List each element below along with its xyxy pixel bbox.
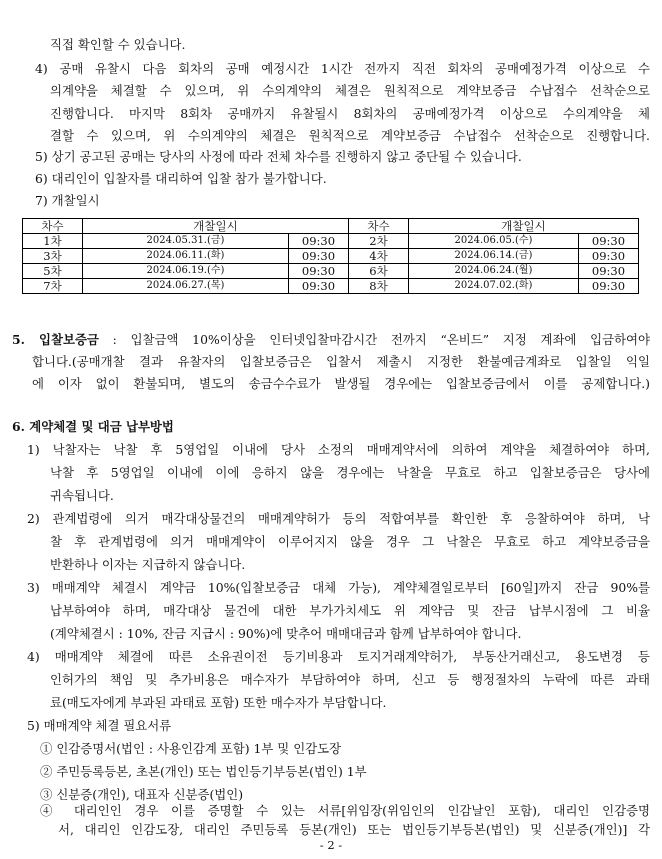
round-cell: 8차 <box>349 279 409 294</box>
date-cell: 2024.07.02.(화) <box>409 279 579 294</box>
date-cell: 2024.06.24.(월) <box>409 264 579 279</box>
date-cell: 2024.05.31.(금) <box>83 234 289 249</box>
round-cell: 7차 <box>23 279 83 294</box>
table-row <box>23 279 639 294</box>
column-header: 개찰일시 <box>83 219 349 234</box>
date-cell: 2024.06.19.(수) <box>83 264 289 279</box>
time-cell: 09:30 <box>579 234 639 249</box>
text-line: 5) 매매계약 체결 필요서류 <box>27 718 172 733</box>
round-cell: 1차 <box>23 234 83 249</box>
section5-heading: 5. 입찰보증금 <box>12 332 99 347</box>
date-cell: 2024.06.14.(금) <box>409 249 579 264</box>
text-line: 2) 관계법령에 의거 매각대상물건의 매매계약허가 등의 적합여부를 확인한 후 응찰하여야 하며, 낙 <box>27 511 650 526</box>
table-row <box>23 234 639 249</box>
text-line: 낙찰 후 5영업일 이내에 이에 응하지 않을 경우에는 낙찰을 무효로 하고 입찰보증금은 당사에 <box>50 465 650 480</box>
time-cell: 09:30 <box>289 264 349 279</box>
text-line: 6) 대리인이 입찰자를 대리하여 입찰 참가 불가합니다. <box>35 171 327 186</box>
text-line: 료(매도자에게 부과된 과태료 포함) 또한 매수자가 부담합니다. <box>50 695 387 710</box>
text-line: 진행합니다. 마지막 8회차 공매까지 유찰될시 8회차의 공매예정가격 이상으로 수의계약을 체 <box>50 106 650 121</box>
text-line: 서, 대리인 인감도장, 대리인 주민등록 등본(개인) 또는 법인등기부등본(법인) 및 신분증(개인)] 각 <box>58 822 650 837</box>
column-header: 개찰일시 <box>409 219 639 234</box>
text-line: 납부하여야 하며, 매각대상 물건에 대한 부가가치세도 위 계약금 및 잔금 납부시점에 그 비율 <box>50 603 650 618</box>
time-cell: 09:30 <box>579 264 639 279</box>
column-header: 차수 <box>23 219 83 234</box>
text-line: 4) 매매계약 체결에 따른 소유권이전 등기비용과 토지거래계약허가, 부동산거래신고, 용도변경 등 <box>27 649 650 664</box>
time-cell: 09:30 <box>289 249 349 264</box>
text-line: 3) 매매계약 체결시 계약금 10%(입찰보증금 대체 가능), 계약체결일로부터 [60일]까지 잔금 90%를 <box>27 580 650 595</box>
round-cell: 6차 <box>349 264 409 279</box>
section6-heading: 6. 계약체결 및 대금 납부방법 <box>12 419 174 434</box>
list-item: ② 주민등록등본, 초본(개인) 또는 법인등기부등본(법인) 1부 <box>40 764 367 779</box>
text-line: 찰 후 관계법령에 의거 매매계약이 이루어지지 않을 경우 그 낙찰은 무효로 하고 계약보증금을 <box>50 534 650 549</box>
round-cell: 4차 <box>349 249 409 264</box>
time-cell: 09:30 <box>289 234 349 249</box>
schedule-table <box>22 218 639 294</box>
list-item: ① 인감증명서(법인 : 사용인감계 포함) 1부 및 인감도장 <box>40 741 342 756</box>
text-line: 귀속됩니다. <box>50 488 114 503</box>
time-cell: 09:30 <box>579 279 639 294</box>
text-line: 결할 수 있으며, 위 수의계약의 체결은 원칙적으로 계약보증금 수납접수 선착순으로 진행합니다. <box>50 128 650 143</box>
round-cell: 3차 <box>23 249 83 264</box>
column-header: 차수 <box>349 219 409 234</box>
text-line: 의계약을 체결할 수 있으며, 위 수의계약의 체결은 원칙적으로 계약보증금 수납접수 선착순으로 <box>50 83 650 98</box>
time-cell: 09:30 <box>579 249 639 264</box>
text-line: 4) 공매 유찰시 다음 회차의 공매 예정시간 1시간 전까지 직전 회차의 공매예정가격 이상으로 수 <box>35 61 650 76</box>
date-cell: 2024.06.05.(수) <box>409 234 579 249</box>
time-cell: 09:30 <box>289 279 349 294</box>
list-item: ③ 신분증(개인), 대표자 신분증(법인) <box>40 787 244 802</box>
text-line: 직접 확인할 수 있습니다. <box>50 37 186 52</box>
table-row <box>23 249 639 264</box>
round-cell: 5차 <box>23 264 83 279</box>
date-cell: 2024.06.27.(목) <box>83 279 289 294</box>
list-item: ④ 대리인인 경우 이를 증명할 수 있는 서류[위임장(위임인의 인감날인 포함), 대리인 인감증명 <box>40 803 650 818</box>
text-line: 반환하나 이자는 지급하지 않습니다. <box>50 557 246 572</box>
text-line: 인허가의 책임 및 추가비용은 매수자가 부담하여야 하며, 신고 등 행정절차의 누락에 따른 과태 <box>50 672 650 687</box>
table-header-row <box>23 219 639 234</box>
section5-line <box>12 332 650 348</box>
text-line: 7) 개찰일시 <box>35 193 100 208</box>
text-line: 5) 상기 공고된 공매는 당사의 사정에 따라 전체 차수를 진행하지 않고 중단될 수 있습니다. <box>35 149 522 164</box>
text-line: 에 이자 없이 환불되며, 별도의 송금수수료가 발생될 경우에는 입찰보증금에서 이를 공제합니다.) <box>32 376 650 391</box>
section5-text: : 입찰금액 10%이상을 인터넷입찰마감시간 전까지 “온비드” 지정 계좌에 입금하여야 <box>98 332 650 347</box>
date-cell: 2024.06.11.(화) <box>83 249 289 264</box>
table-row <box>23 264 639 279</box>
text-line: 1) 낙찰자는 낙찰 후 5영업일 이내에 당사 소정의 매매계약서에 의하여 계약을 체결하여야 하며, <box>27 442 650 457</box>
text-line: 합니다.(공매개찰 결과 유찰자의 입찰보증금은 입찰서 제출시 지정한 환불예금계좌로 입찰일 익일 <box>32 354 650 369</box>
text-line: (계약체결시 : 10%, 잔금 지급시 : 90%)에 맞추어 매매대금과 함께 납부하여야 합니다. <box>50 626 522 641</box>
page-number: - 2 - <box>319 838 343 852</box>
round-cell: 2차 <box>349 234 409 249</box>
